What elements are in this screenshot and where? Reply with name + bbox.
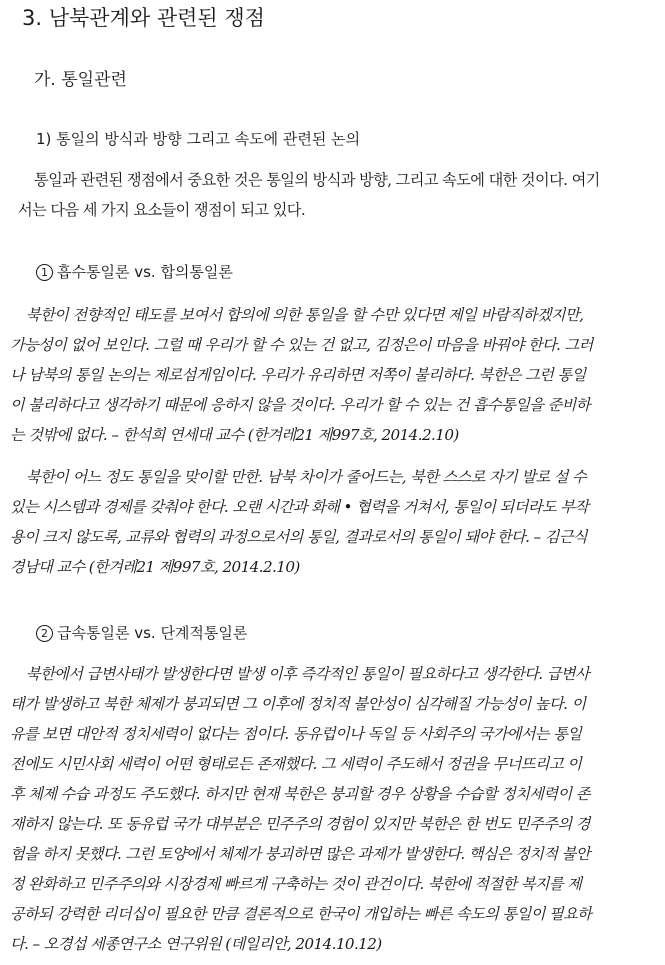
quote-line: 공하되 강력한 리더십이 필요한 만큼 결론적으로 한국이 개입하는 빠른 속도의 통일이 필요하 <box>10 905 592 923</box>
quote-line: 북한에서 급변사태가 발생한다면 발생 이후 즉각적인 통일이 필요하다고 생각한다. 급변사 <box>26 665 589 683</box>
quote-line: 경남대 교수 (한겨레21 제997호, 2014.2.10) <box>10 558 300 576</box>
quote-line: 용이 크지 않도록, 교류와 협력의 과정으로서의 통일, 결과로서의 통일이 돼야 한다. – 김근식 <box>10 528 587 546</box>
quote-line: 나 남북의 통일 논의는 제로섬게임이다. 우리가 유리하면 저쪽이 불리하다. 북한은 그런 통일 <box>10 366 586 384</box>
quote-line: 후 체제 수습 과정도 주도했다. 하지만 현재 북한은 붕괴할 경우 상황을 수습할 정치세력이 존 <box>10 785 590 803</box>
circled-number-1: 1 <box>36 264 53 281</box>
item-heading-1 <box>36 261 233 282</box>
quote-line: 가능성이 없어 보인다. 그럴 때 우리가 할 수 있는 건 없고, 김정은이 마음을 바꿔야 한다. 그러 <box>10 336 593 354</box>
quote-paragraph-2 <box>10 462 588 582</box>
quote-paragraph-1 <box>10 300 593 450</box>
quote-line: 는 것밖에 없다. – 한석희 연세대 교수 (한겨레21 제997호, 2014.2.10) <box>10 426 459 444</box>
intro-paragraph <box>18 165 600 225</box>
quote-line: 북한이 어느 정도 통일을 맞이할 만한. 남북 차이가 줄어드는, 북한 스스로 자기 발로 설 수 <box>26 468 587 486</box>
quote-line: 정 완화하고 민주주의와 시장경제 빠르게 구축하는 것이 관건이다. 북한에 적절한 복지를 제 <box>10 875 582 893</box>
section-heading: 3. 남북관계와 관련된 쟁점 <box>22 6 265 30</box>
intro-line: 서는 다음 세 가지 요소들이 쟁점이 되고 있다. <box>18 201 306 219</box>
quote-line: 험을 하지 못했다. 그런 토양에서 체제가 붕괴하면 많은 과제가 발생한다. 핵심은 정치적 불안 <box>10 845 590 863</box>
quote-line: 다. – 오경섭 세종연구소 연구위원 (데일리안, 2014.10.12) <box>10 935 382 953</box>
circled-number-2: 2 <box>36 625 53 642</box>
quote-line: 태가 발생하고 북한 체제가 붕괴되면 그 이후에 정치적 불안성이 심각해질 가능성이 높다. 이 <box>10 695 586 713</box>
quote-line: 있는 시스템과 경제를 갖춰야 한다. 오랜 시간과 화해 • 협력을 거쳐서, 통일이 되더라도 부작 <box>10 498 589 516</box>
quote-line: 이 불리하다고 생각하기 때문에 응하지 않을 것이다. 우리가 할 수 있는 건 흡수통일을 준비하 <box>10 396 590 414</box>
topic-heading: 1) 통일의 방식과 방향 그리고 속도에 관련된 논의 <box>36 130 361 148</box>
quote-paragraph-3 <box>10 659 591 959</box>
quote-line: 전에도 시민사회 세력이 어떤 형태로든 존재했다. 그 세력이 주도해서 정권을 무너뜨리고 이 <box>10 755 582 773</box>
item-title-2: 급속통일론 vs. 단계적통일론 <box>57 624 248 642</box>
quote-line: 북한이 전향적인 태도를 보여서 합의에 의한 통일을 할 수만 있다면 제일 바람직하겠지만, <box>26 306 584 324</box>
item-title-1: 흡수통일론 vs. 합의통일론 <box>57 263 233 281</box>
item-heading-2 <box>36 622 247 643</box>
quote-line: 재하지 않는다. 또 동유럽 국가 대부분은 민주주의 경험이 있지만 북한은 한 번도 민주주의 경 <box>10 815 590 833</box>
intro-line: 통일과 관련된 쟁점에서 중요한 것은 통일의 방식과 방향, 그리고 속도에 대한 것이다. 여기 <box>34 171 600 189</box>
quote-line: 유를 보면 대안적 정치세력이 없다는 점이다. 동유럽이나 독일 등 사회주의 국가에서는 통일 <box>10 725 582 743</box>
subsection-heading: 가. 통일관련 <box>34 70 127 90</box>
